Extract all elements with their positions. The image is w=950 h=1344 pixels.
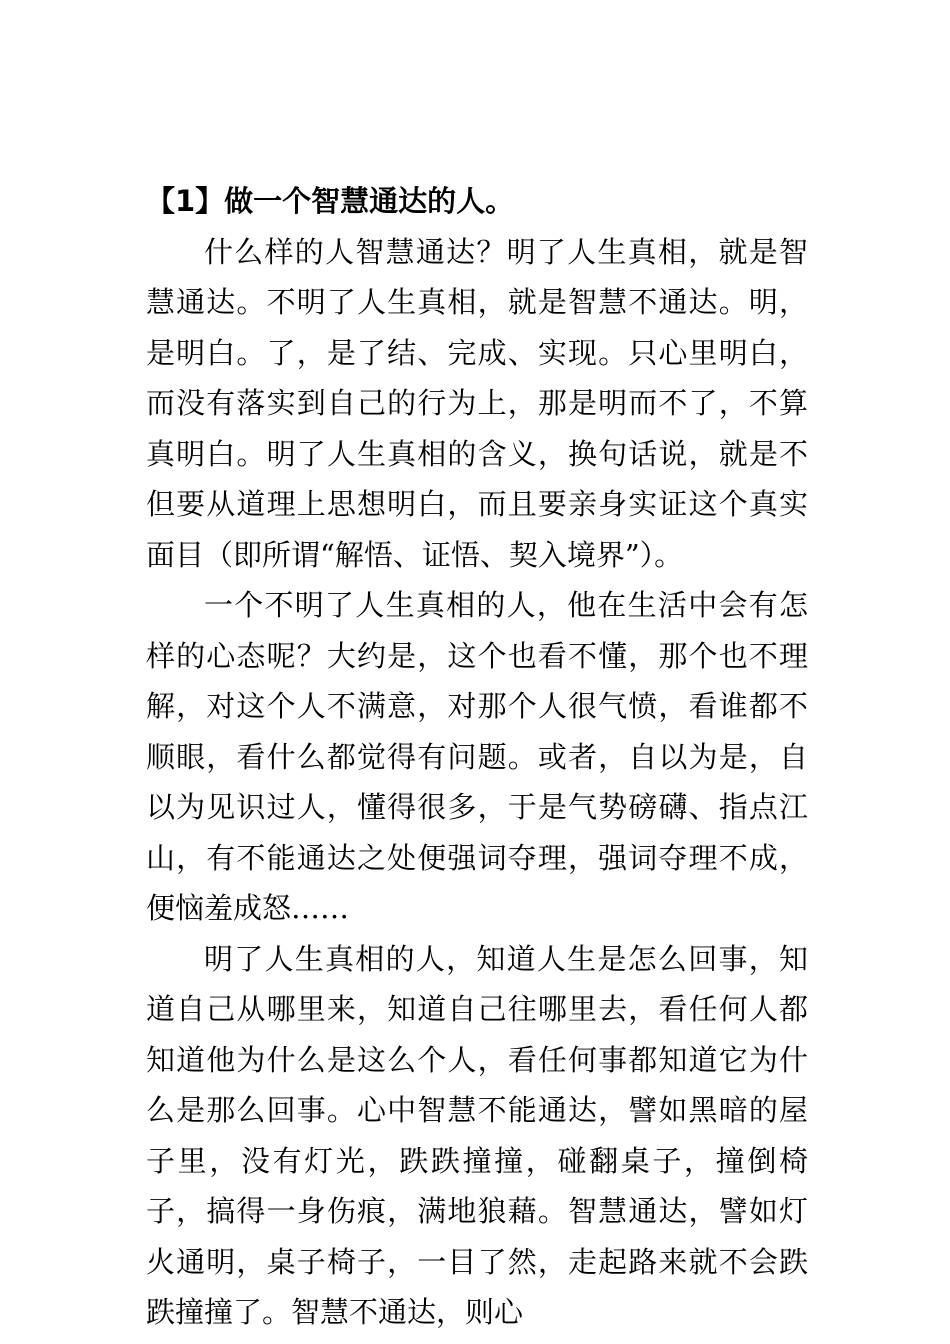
paragraph-1: 什么样的人智慧通达？明了人生真相，就是智慧通达。不明了人生真相，就是智慧不通达。明，是明白。了，是了结、完成、实现。只心里明白，而没有落实到自己的行为上，那是明而不了，不算真明白。明了人生真相的含义，换句话说，就是不但要从道理上思想明白，而且要亲身实证这个真实面目（即所谓“解悟、证悟、契入境界”）。: [146, 234, 808, 572]
paragraph-3: 明了人生真相的人，知道人生是怎么回事，知道自己从哪里来，知道自己往哪里去，看任何人都知道他为什么是这么个人，看任何事都知道它为什么是那么回事。心中智慧不能通达，譬如黑暗的屋子里，没有灯光，跌跌撞撞，碰翻桌子，撞倒椅子，搞得一身伤痕，满地狼藉。智慧通达，譬如灯火通明，桌子椅子，一目了然，走起路来就不会跌跌撞撞了。智慧不通达，则心: [146, 941, 808, 1329]
document-body: [146, 176, 808, 1338]
section-heading: 【1】做一个智慧通达的人。: [146, 184, 515, 218]
paragraph-2: 一个不明了人生真相的人，他在生活中会有怎样的心态呢？大约是，这个也看不懂，那个也不理解，对这个人不满意，对那个人很气愤，看谁都不顺眼，看什么都觉得有问题。或者，自以为是，自以为见识过人，懂得很多，于是气势磅礴、指点江山，有不能通达之处便强词夺理，强词夺理不成，便恼羞成怒……: [146, 588, 808, 925]
